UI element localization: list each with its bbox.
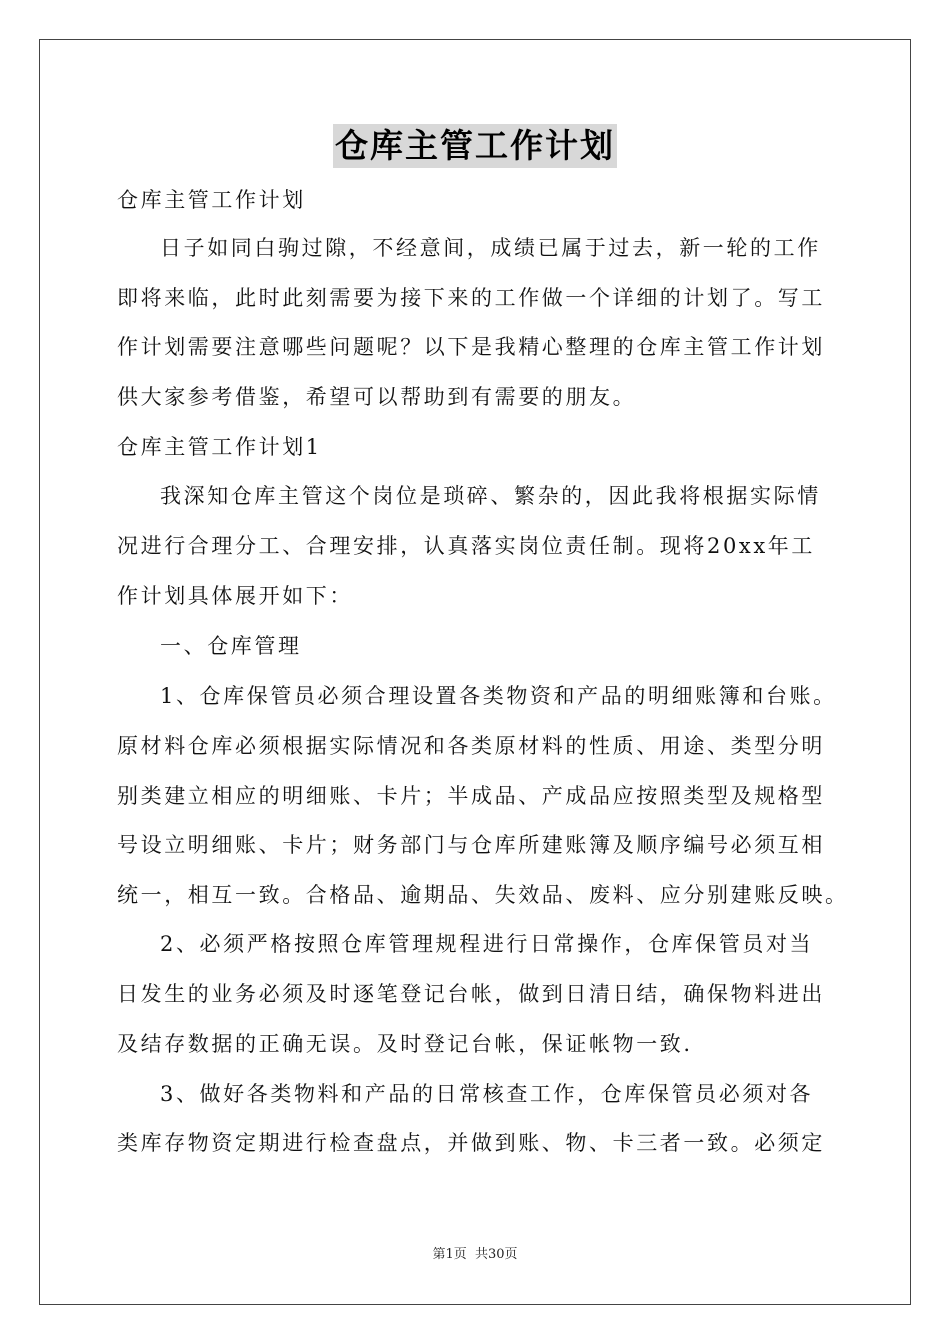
- paragraph-line: 原材料仓库必须根据实际情况和各类原材料的性质、用途、类型分明: [117, 734, 825, 758]
- paragraph-line: 供大家参考借鉴，希望可以帮助到有需要的朋友。: [117, 385, 637, 409]
- paragraph-line: 作计划需要注意哪些问题呢？以下是我精心整理的仓库主管工作计划: [117, 335, 825, 359]
- page-border: [39, 39, 911, 1305]
- paragraph-line: 即将来临，此时此刻需要为接下来的工作做一个详细的计划了。写工: [117, 286, 825, 310]
- paragraph-line: 况进行合理分工、合理安排，认真落实岗位责任制。现将20xx年工: [117, 534, 816, 558]
- paragraph-line: 1、仓库保管员必须合理设置各类物资和产品的明细账簿和台账。: [160, 684, 837, 708]
- document-title: 仓库主管工作计划: [333, 124, 617, 168]
- paragraph-line: 类库存物资定期进行检查盘点，并做到账、物、卡三者一致。必须定: [117, 1131, 825, 1155]
- paragraph-line: 别类建立相应的明细账、卡片；半成品、产成品应按照类型及规格型: [117, 784, 825, 808]
- current-page: 第1页: [432, 1247, 467, 1262]
- paragraph-line: 日子如同白驹过隙，不经意间，成绩已属于过去，新一轮的工作: [160, 236, 821, 260]
- paragraph-line: 作计划具体展开如下：: [117, 584, 353, 608]
- total-pages: 共30页: [474, 1247, 518, 1262]
- paragraph-line: 日发生的业务必须及时逐笔登记台帐，做到日清日结，确保物料进出: [117, 982, 825, 1006]
- paragraph-line: 3、做好各类物料和产品的日常核查工作，仓库保管员必须对各: [160, 1082, 814, 1106]
- title-container: [0, 124, 950, 168]
- subtitle-line: 仓库主管工作计划: [117, 188, 306, 212]
- paragraph-line: 我深知仓库主管这个岗位是琐碎、繁杂的，因此我将根据实际情: [160, 484, 821, 508]
- subsection-heading: 一、仓库管理: [160, 634, 302, 658]
- paragraph-line: 统一，相互一致。合格品、逾期品、失效品、废料、应分别建账反映。: [117, 883, 849, 907]
- paragraph-line: 2、必须严格按照仓库管理规程进行日常操作，仓库保管员对当: [160, 932, 814, 956]
- paragraph-line: 及结存数据的正确无误。及时登记台帐，保证帐物一致.: [117, 1032, 693, 1056]
- section-heading: 仓库主管工作计划1: [117, 435, 322, 459]
- paragraph-line: 号设立明细账、卡片；财务部门与仓库所建账簿及顺序编号必须互相: [117, 833, 825, 857]
- page-footer: [0, 1246, 950, 1264]
